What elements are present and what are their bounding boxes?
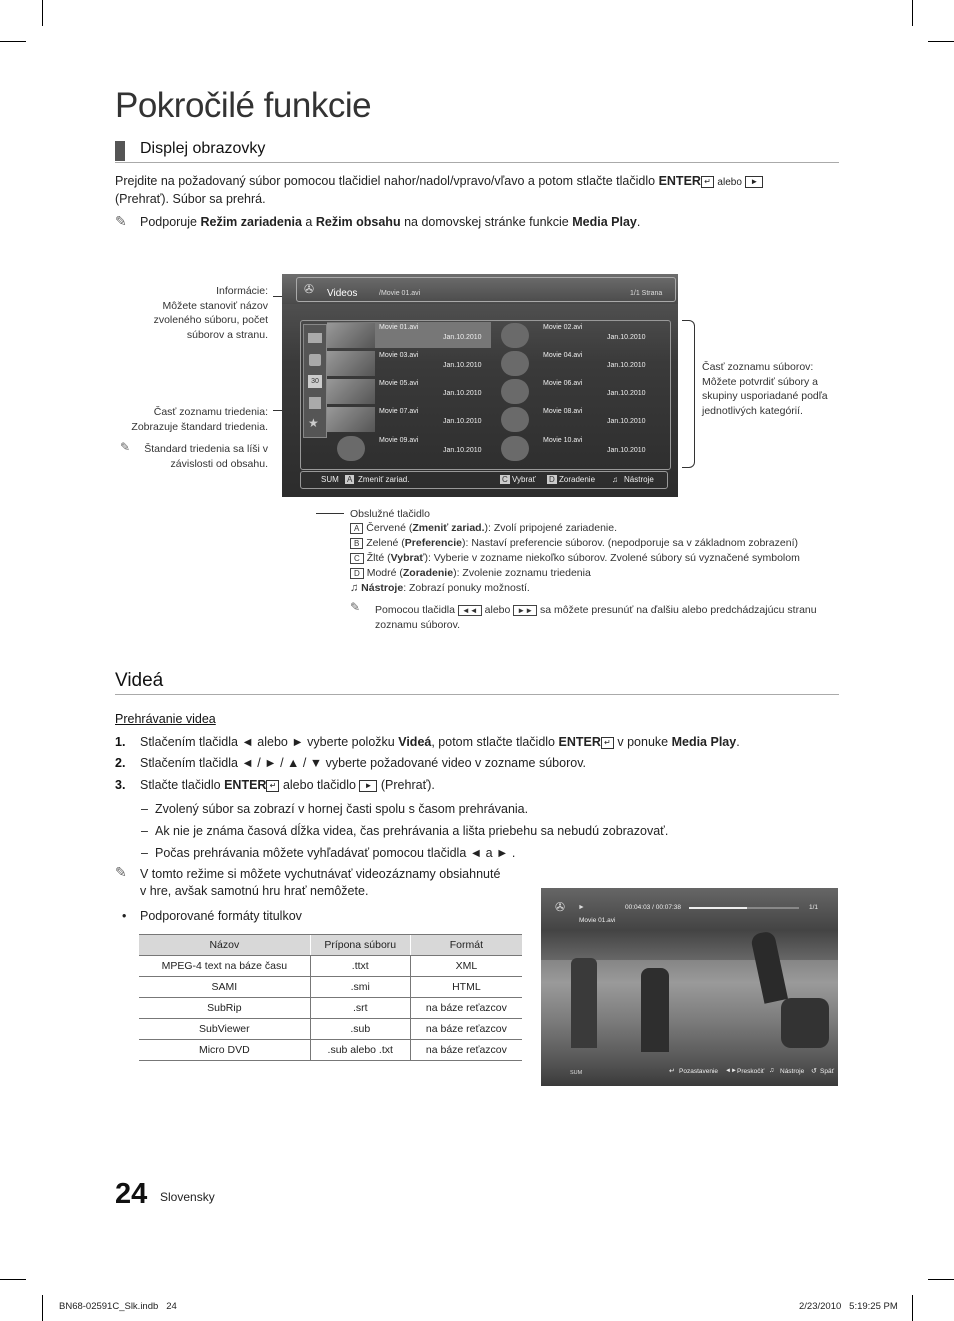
game-note: V tomto režime si môžete vychutnávať videozáznamy obsiahnuté v hre, avšak samotnú hru hrať nemôžete. bbox=[140, 867, 501, 898]
table-row: MPEG-4 text na báze času .ttxt XML bbox=[139, 956, 522, 977]
file-tile[interactable]: Movie 09.avi Jan.10.2010 bbox=[327, 435, 491, 461]
crop-mark bbox=[42, 1295, 43, 1321]
table-row: SubRip .srt na báze reťazcov bbox=[139, 998, 522, 1019]
tools-icon[interactable]: ♫ bbox=[769, 1067, 775, 1074]
giraffe bbox=[571, 958, 597, 1048]
date-icon[interactable] bbox=[309, 397, 321, 409]
dash: – bbox=[141, 846, 148, 860]
note-pencil-icon: ✎ bbox=[115, 213, 127, 229]
enter-icon: ↵ bbox=[266, 780, 279, 792]
tree bbox=[541, 930, 838, 960]
play-icon: ► bbox=[745, 176, 763, 188]
bullet-dot: • bbox=[122, 909, 127, 923]
file-tile[interactable]: Movie 05.avi Jan.10.2010 bbox=[327, 378, 491, 404]
info-annotation: Informácie: Môžete stanoviť názov zvoleného súboru, počet súborov a stranu. bbox=[153, 285, 268, 341]
tools-icon: ♫ bbox=[350, 582, 359, 594]
function-bar bbox=[300, 471, 668, 489]
step-number: 1. bbox=[115, 735, 126, 749]
bullet-3: Počas prehrávania môžete vyhľadávať pomocou tlačidla ◄ a ► . bbox=[155, 846, 516, 860]
forward-icon: ►► bbox=[513, 605, 537, 616]
key-a[interactable]: A bbox=[347, 475, 353, 484]
progress-fill bbox=[689, 907, 747, 909]
page-title: Pokročilé funkcie bbox=[115, 86, 372, 125]
step-number: 3. bbox=[115, 778, 126, 792]
table-row: SubViewer .sub na báze reťazcov bbox=[139, 1019, 522, 1040]
dash: – bbox=[141, 802, 148, 816]
enter-icon: ↵ bbox=[701, 176, 714, 188]
bullet-1: Zvolený súbor sa zobrazí v hornej časti spolu s časom prehrávania. bbox=[155, 802, 529, 816]
page-label: 1/1 Strana bbox=[630, 290, 663, 297]
skip-icon[interactable]: ◄► bbox=[725, 1068, 737, 1074]
button-d-desc: D Modré (Zoradenie): Zvolenie zoznamu triedenia bbox=[350, 566, 591, 581]
giraffe bbox=[641, 968, 669, 1052]
step-1: Stlačením tlačidla ◄ alebo ► vyberte položku Videá, potom stlačte tlačidlo ENTER ↵ v ponuke Media Play. bbox=[140, 735, 740, 749]
file-list-annotation: Časť zoznamu súborov: Môžete potvrdiť súbory a skupiny usporiadané podľa jednotlivých kategórií. bbox=[702, 361, 828, 417]
video-player-screenshot bbox=[541, 888, 838, 1086]
page-number: 24 bbox=[115, 1178, 148, 1210]
sum-label: SUM bbox=[321, 475, 339, 484]
select-label[interactable]: Vybrať bbox=[512, 475, 536, 484]
footer-date: 2/23/2010 5:19:25 PM bbox=[799, 1301, 898, 1312]
thumbnail bbox=[327, 323, 375, 348]
reel-icon bbox=[501, 379, 529, 404]
sort-label[interactable]: Zoradenie bbox=[559, 475, 596, 484]
tools-label[interactable]: Nástroje bbox=[780, 1068, 805, 1075]
tools-label[interactable]: Nástroje bbox=[624, 475, 654, 484]
crop-mark bbox=[912, 0, 913, 26]
step-number: 2. bbox=[115, 756, 126, 770]
file-tile[interactable]: Movie 07.avi Jan.10.2010 bbox=[327, 406, 491, 432]
file-tile[interactable]: Movie 03.avi Jan.10.2010 bbox=[327, 350, 491, 376]
file-list bbox=[327, 320, 669, 467]
category-label: Videos bbox=[327, 288, 358, 299]
reel-icon bbox=[501, 323, 529, 348]
giraffe bbox=[781, 998, 829, 1048]
button-b-desc: B Zelené (Preferencie): Nastaví preferencie súborov. (nepodporuje sa v základnom zobrazení) bbox=[350, 536, 798, 551]
button-c-desc: C Žlté (Vybrať): Vyberie v zozname niekoľko súborov. Zvolené súbory sú vyznačené symbolom bbox=[350, 551, 800, 566]
section-rule bbox=[115, 694, 839, 695]
crop-mark bbox=[928, 41, 954, 42]
sort-list[interactable] bbox=[303, 324, 327, 438]
thumbnail bbox=[327, 407, 375, 432]
rewind-icon: ◄◄ bbox=[458, 605, 482, 616]
key-d[interactable]: D bbox=[549, 475, 555, 484]
file-tile[interactable]: Movie 01.avi Jan.10.2010 bbox=[327, 322, 491, 348]
file-tile[interactable]: Movie 08.avi Jan.10.2010 bbox=[491, 406, 655, 432]
sort-annotation: Časť zoznamu triedenia: Zobrazuje štandard triedenia. bbox=[131, 406, 268, 433]
section-title: Displej obrazovky bbox=[140, 140, 266, 157]
buttons-title: Obslužné tlačidlo bbox=[350, 508, 430, 520]
sum-label: SUM bbox=[570, 1070, 583, 1076]
count-label: 1/1 bbox=[809, 904, 819, 911]
star-icon[interactable]: ★ bbox=[308, 416, 319, 430]
time-label: 00:04:03 / 00:07:38 bbox=[625, 904, 682, 911]
pause-label[interactable]: Pozastavenie bbox=[679, 1068, 719, 1075]
tools-icon[interactable]: ♫ bbox=[612, 475, 618, 484]
subtitle-formats-table bbox=[139, 934, 522, 1061]
tools-desc: ♫ Nástroje: Zobrazí ponuky možností. bbox=[350, 582, 530, 594]
footer-file: BN68-02591C_Slk.indb 24 bbox=[59, 1301, 177, 1312]
enter-icon: ↵ bbox=[601, 737, 614, 749]
table-row: SAMI .smi HTML bbox=[139, 977, 522, 998]
reel-icon bbox=[501, 351, 529, 376]
section-marker bbox=[115, 141, 125, 161]
file-tile[interactable]: Movie 02.avi Jan.10.2010 bbox=[491, 322, 655, 348]
calendar-icon[interactable]: 30 bbox=[308, 375, 322, 388]
folder-icon[interactable] bbox=[308, 333, 322, 343]
table-header: Názov bbox=[139, 935, 310, 956]
intro-note: Podporuje Režim zariadenia a Režim obsahu na domovskej stránke funkcie Media Play. bbox=[140, 215, 641, 229]
subheading: Prehrávanie videa bbox=[115, 712, 216, 726]
crop-mark bbox=[0, 41, 26, 42]
info-bar bbox=[282, 274, 678, 304]
note-pencil-icon: ✎ bbox=[115, 864, 127, 880]
section-rule bbox=[115, 162, 839, 163]
step-2: Stlačením tlačidla ◄ / ► / ▲ / ▼ vyberte požadované video v zozname súborov. bbox=[140, 756, 586, 770]
thumbnail bbox=[327, 351, 375, 376]
media-play-screenshot bbox=[282, 274, 678, 497]
file-tile[interactable]: Movie 04.avi Jan.10.2010 bbox=[491, 350, 655, 376]
note-pencil-icon: ✎ bbox=[120, 440, 131, 454]
crop-mark bbox=[928, 1279, 954, 1280]
crop-mark bbox=[0, 1279, 26, 1280]
table-row: Micro DVD .sub alebo .txt na báze reťazcov bbox=[139, 1040, 522, 1061]
reel-icon: ✇ bbox=[555, 900, 566, 914]
thumbnail bbox=[327, 379, 375, 404]
page-nav-note: Pomocou tlačidla ◄◄ alebo ►► sa môžete presunúť na ďalšiu alebo predchádzajúcu stranu zoznamu súborov. bbox=[375, 604, 817, 631]
reel-icon bbox=[337, 436, 365, 461]
page-language: Slovensky bbox=[160, 1190, 215, 1204]
crop-mark bbox=[42, 0, 43, 26]
button-a-desc: A Červené (Zmeniť zariad.): Zvolí pripojené zariadenie. bbox=[350, 521, 617, 536]
dash: – bbox=[141, 824, 148, 838]
return-icon[interactable]: ↺ bbox=[811, 1068, 817, 1075]
skip-label[interactable]: Preskočiť bbox=[737, 1068, 765, 1075]
table-header-row bbox=[139, 935, 522, 956]
file-tile[interactable]: Movie 10.avi Jan.10.2010 bbox=[491, 435, 655, 461]
bullet-2: Ak nie je známa časová dĺžka videa, čas prehrávania a lišta priebehu sa nebudú zobrazovať. bbox=[155, 824, 669, 838]
reel-icon bbox=[501, 407, 529, 432]
path-label: /Movie 01.avi bbox=[379, 290, 421, 297]
person-icon[interactable] bbox=[309, 354, 321, 366]
formats-bullet: Podporované formáty titulkov bbox=[140, 909, 302, 923]
back-label[interactable]: Späť bbox=[820, 1068, 835, 1075]
reel-icon: ✇ bbox=[304, 282, 315, 296]
reel-icon bbox=[501, 436, 529, 461]
sort-note: Štandard triedenia sa líši v závislosti od obsahu. bbox=[144, 443, 268, 470]
play-icon: ► bbox=[359, 780, 377, 792]
progress-track[interactable] bbox=[689, 907, 799, 909]
note-pencil-icon: ✎ bbox=[350, 600, 361, 614]
step-3: Stlačte tlačidlo ENTER ↵ alebo tlačidlo ► (Prehrať). bbox=[140, 778, 435, 792]
intro-paragraph: Prejdite na požadovaný súbor pomocou tlačidiel nahor/nadol/vpravo/vľavo a potom stlačte tlačidlo ENTER ↵ alebo ► (Prehrať). Súbor sa prehrá. bbox=[115, 173, 815, 208]
file-label: Movie 01.avi bbox=[579, 917, 616, 924]
table-header: Prípona súboru bbox=[310, 935, 410, 956]
videos-title: Videá bbox=[115, 670, 164, 691]
buttons-leader-line bbox=[316, 513, 344, 514]
file-list-bracket bbox=[682, 320, 695, 468]
table-header: Formát bbox=[410, 935, 522, 956]
file-tile[interactable]: Movie 06.avi Jan.10.2010 bbox=[491, 378, 655, 404]
crop-mark bbox=[912, 1295, 913, 1321]
change-device-label[interactable]: Zmeniť zariad. bbox=[358, 475, 410, 484]
play-state-icon: ► bbox=[578, 904, 585, 911]
key-c[interactable]: C bbox=[502, 475, 508, 484]
enter-icon[interactable]: ↵ bbox=[669, 1068, 675, 1075]
